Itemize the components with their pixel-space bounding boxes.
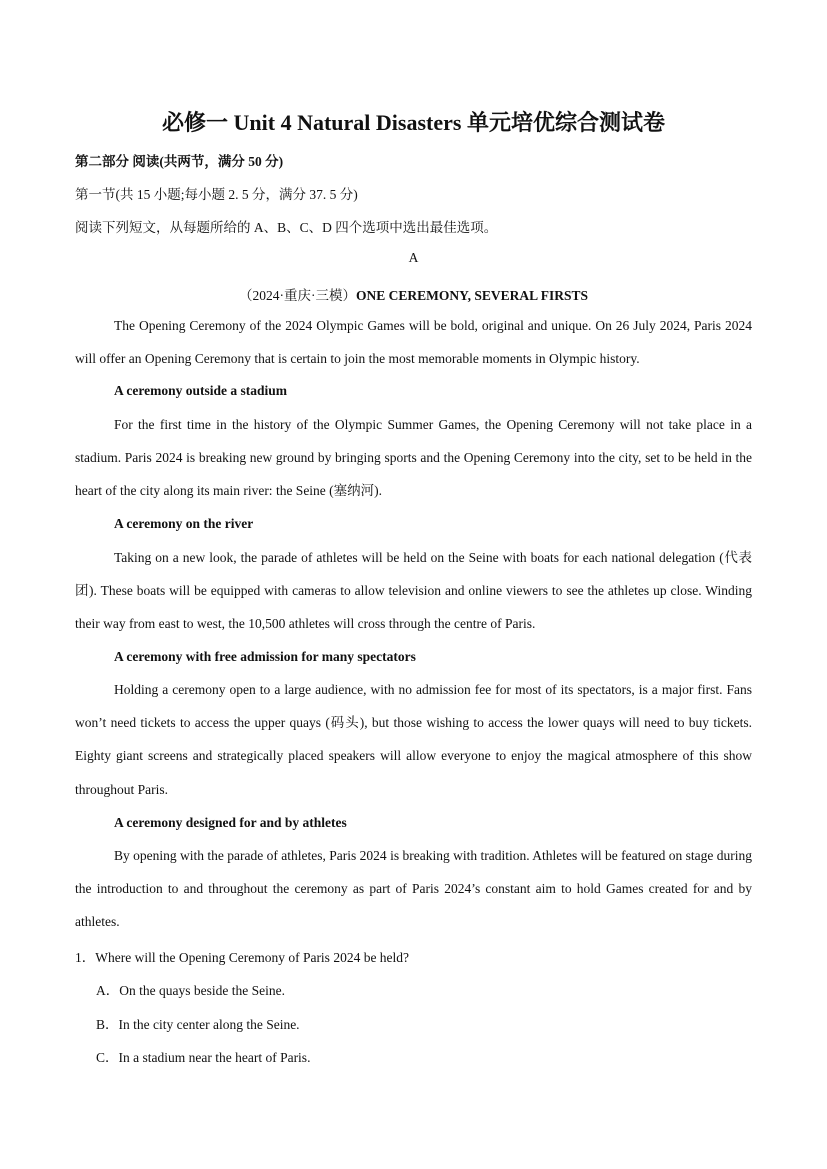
passage-title: ONE CEREMONY, SEVERAL FIRSTS [355,288,589,303]
document-title: 必修一 Unit 4 Natural Disasters 单元培优综合测试卷 [162,110,665,135]
section-heading-free-admission: A ceremony with free admission for many spectators [114,649,416,664]
option-c: C．In a stadium near the heart of Paris. [96,1050,311,1065]
option-a: A．On the quays beside the Seine. [96,983,285,998]
option-b: B．In the city center along the Seine. [96,1017,300,1032]
passage-letter: A [408,250,419,265]
section-text-stadium: For the first time in the history of the Olympic Summer Games, the Opening Ceremony will not take place in a stadium. Paris 2024 is breaking new ground by bringing sports and the Opening Ceremony into the city, set to be held in the heart of the city along its main river: the Seine (塞纳河). [75,417,752,499]
section-heading-stadium: A ceremony outside a stadium [114,383,288,398]
intro-paragraph: The Opening Ceremony of the 2024 Olympic Games will be bold, original and unique. On 26 July 2024, Paris 2024 will offer an Opening Ceremony that is certain to join the most memorable moments in Olympic history. [75,318,752,367]
section-heading-river: A ceremony on the river [114,516,254,531]
section-text-athletes: By opening with the parade of athletes, Paris 2024 is breaking with tradition. Athletes will be featured on stage during the introduction to and throughout the ceremony as part of Paris 2024’s constant aim to hold Games created for and by athletes. [75,848,752,930]
question-1: 1．Where will the Opening Ceremony of Paris 2024 be held? [75,950,410,965]
passage-title-line [0,284,827,304]
section-text-free-admission: Holding a ceremony open to a large audience, with no admission fee for most of its spectators, is a major first. Fans won’t need tickets to access the upper quays (码头), but those wishing to access the lower quays will need to buy tickets. Eighty giant screens and strategically placed speakers will allow everyone to enjoy the magical atmosphere of this show throughout Paris. [75,682,752,797]
passage-source: （2024·重庆·三模） [238,288,356,303]
section-heading: 第一节(共 15 小题;每小题 2. 5 分，满分 37. 5 分) [75,187,358,202]
instructions: 阅读下列短文，从每题所给的 A、B、C、D 四个选项中选出最佳选项。 [75,220,498,235]
part-heading: 第二部分 阅读(共两节，满分 50 分) [75,154,284,169]
section-text-river: Taking on a new look, the parade of athletes will be held on the Seine with boats for each national delegation (代表团). These boats will be equipped with cameras to allow television and online viewers to see the athletes up close. Winding their way from east to west, the 10,500 athletes will cross through the centre of Paris. [75,550,752,632]
section-heading-athletes: A ceremony designed for and by athletes [114,815,347,830]
